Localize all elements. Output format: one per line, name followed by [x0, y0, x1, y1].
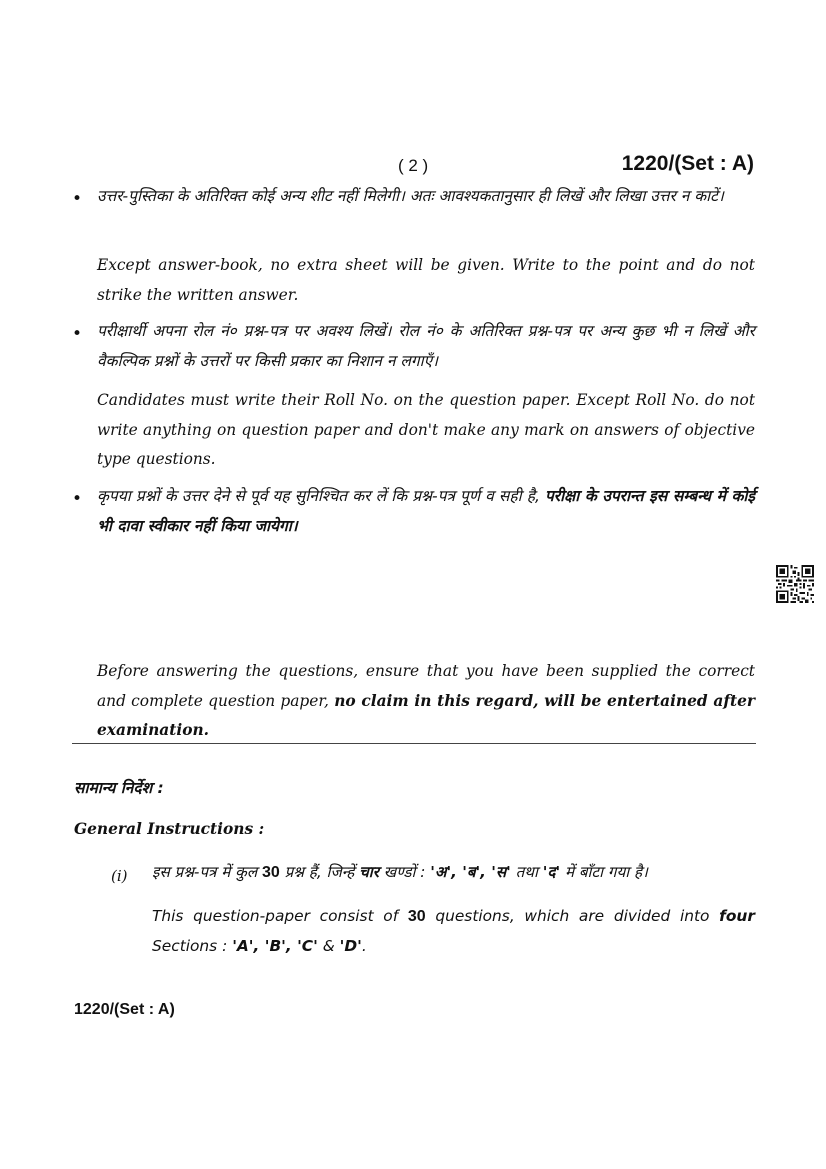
sections-hindi: 'अ', 'ब', 'स'	[430, 863, 511, 881]
general-instructions-heading-hindi: सामान्य निर्देश :	[74, 779, 164, 797]
item-1-hindi-text-4: तथा	[515, 863, 538, 881]
item-1-english-end: .	[361, 936, 367, 955]
item-1-english	[152, 902, 755, 961]
item-number: (i)	[111, 867, 128, 885]
question-count-hindi: 30	[261, 864, 280, 881]
item-1-hindi-text-3: खण्डों :	[383, 863, 426, 881]
instruction-3-hindi-bold: परीक्षा के उपरान्त इस सम्बन्ध में कोई भी दावा स्वीकार नहीं किया जायेगा।	[97, 487, 755, 535]
item-1-hindi	[152, 858, 755, 888]
question-count-english: 30	[407, 908, 426, 925]
ampersand: &	[322, 936, 335, 955]
item-1-hindi-text-2: प्रश्न हैं, जिन्हें	[284, 863, 355, 881]
instruction-1-hindi: उत्तर-पुस्तिका के अतिरिक्त कोई अन्य शीट नहीं मिलेगी। अतः आवश्यकतानुसार ही लिखें और लिखा उत्तर न काटें।	[97, 187, 724, 205]
instruction-3-english	[97, 657, 755, 746]
sections-english: 'A', 'B', 'C'	[232, 936, 318, 955]
four-hindi: चार	[359, 863, 379, 881]
qr-code-icon	[776, 565, 814, 603]
instruction-2-english: Candidates must write their Roll No. on the question paper. Except Roll No. do not write anything on question paper and don't make any mark on answers of objective type questions.	[97, 391, 755, 468]
instruction-3-english-bold: no claim in this regard, will be entertained after examination.	[97, 691, 755, 739]
instruction-3-hindi	[97, 482, 755, 541]
instruction-2-hindi: परीक्षार्थी अपना रोल नं० प्रश्न-पत्र पर अवश्य लिखें। रोल नं० के अतिरिक्त प्रश्न-पत्र पर अन्य कुछ भी न लिखें और वैकल्पिक प्रश्नों के उत्तरों पर किसी प्रकार का निशान न लगाएँ।	[97, 322, 755, 370]
last-section-english: 'D'	[339, 936, 362, 955]
set-code-footer: 1220/(Set : A)	[74, 1001, 175, 1018]
item-1-hindi-text-1: इस प्रश्न-पत्र में कुल	[152, 863, 258, 881]
bullet: •	[72, 489, 83, 509]
divider	[72, 743, 756, 744]
instruction-1-english: Except answer-book, no extra sheet will be given. Write to the point and do not strike the written answer.	[97, 256, 755, 304]
bullet: •	[72, 324, 83, 344]
item-1-english-text-2: questions, which are divided into	[435, 907, 710, 925]
general-instructions-heading-english: General Instructions :	[74, 820, 265, 838]
instruction-3-hindi-normal: कृपया प्रश्नों के उत्तर देने से पूर्व यह सुनिश्चित कर लें कि प्रश्न-पत्र पूर्ण व सही है,	[97, 487, 540, 505]
item-1-english-text-3: Sections :	[152, 936, 228, 955]
instruction-3-english-normal: Before answering the questions, ensure that you have been supplied the correct and complete question paper,	[97, 662, 755, 710]
set-code-header: 1220/(Set : A)	[621, 152, 754, 175]
item-1-hindi-text-5: में बाँटा गया है।	[564, 863, 648, 881]
item-1-english-text-1: This question-paper consist of	[152, 907, 399, 925]
last-section-hindi: 'द'	[542, 863, 561, 881]
bullet: •	[72, 189, 83, 209]
page-number: ( 2 )	[398, 156, 429, 175]
four-english: four	[719, 907, 755, 925]
